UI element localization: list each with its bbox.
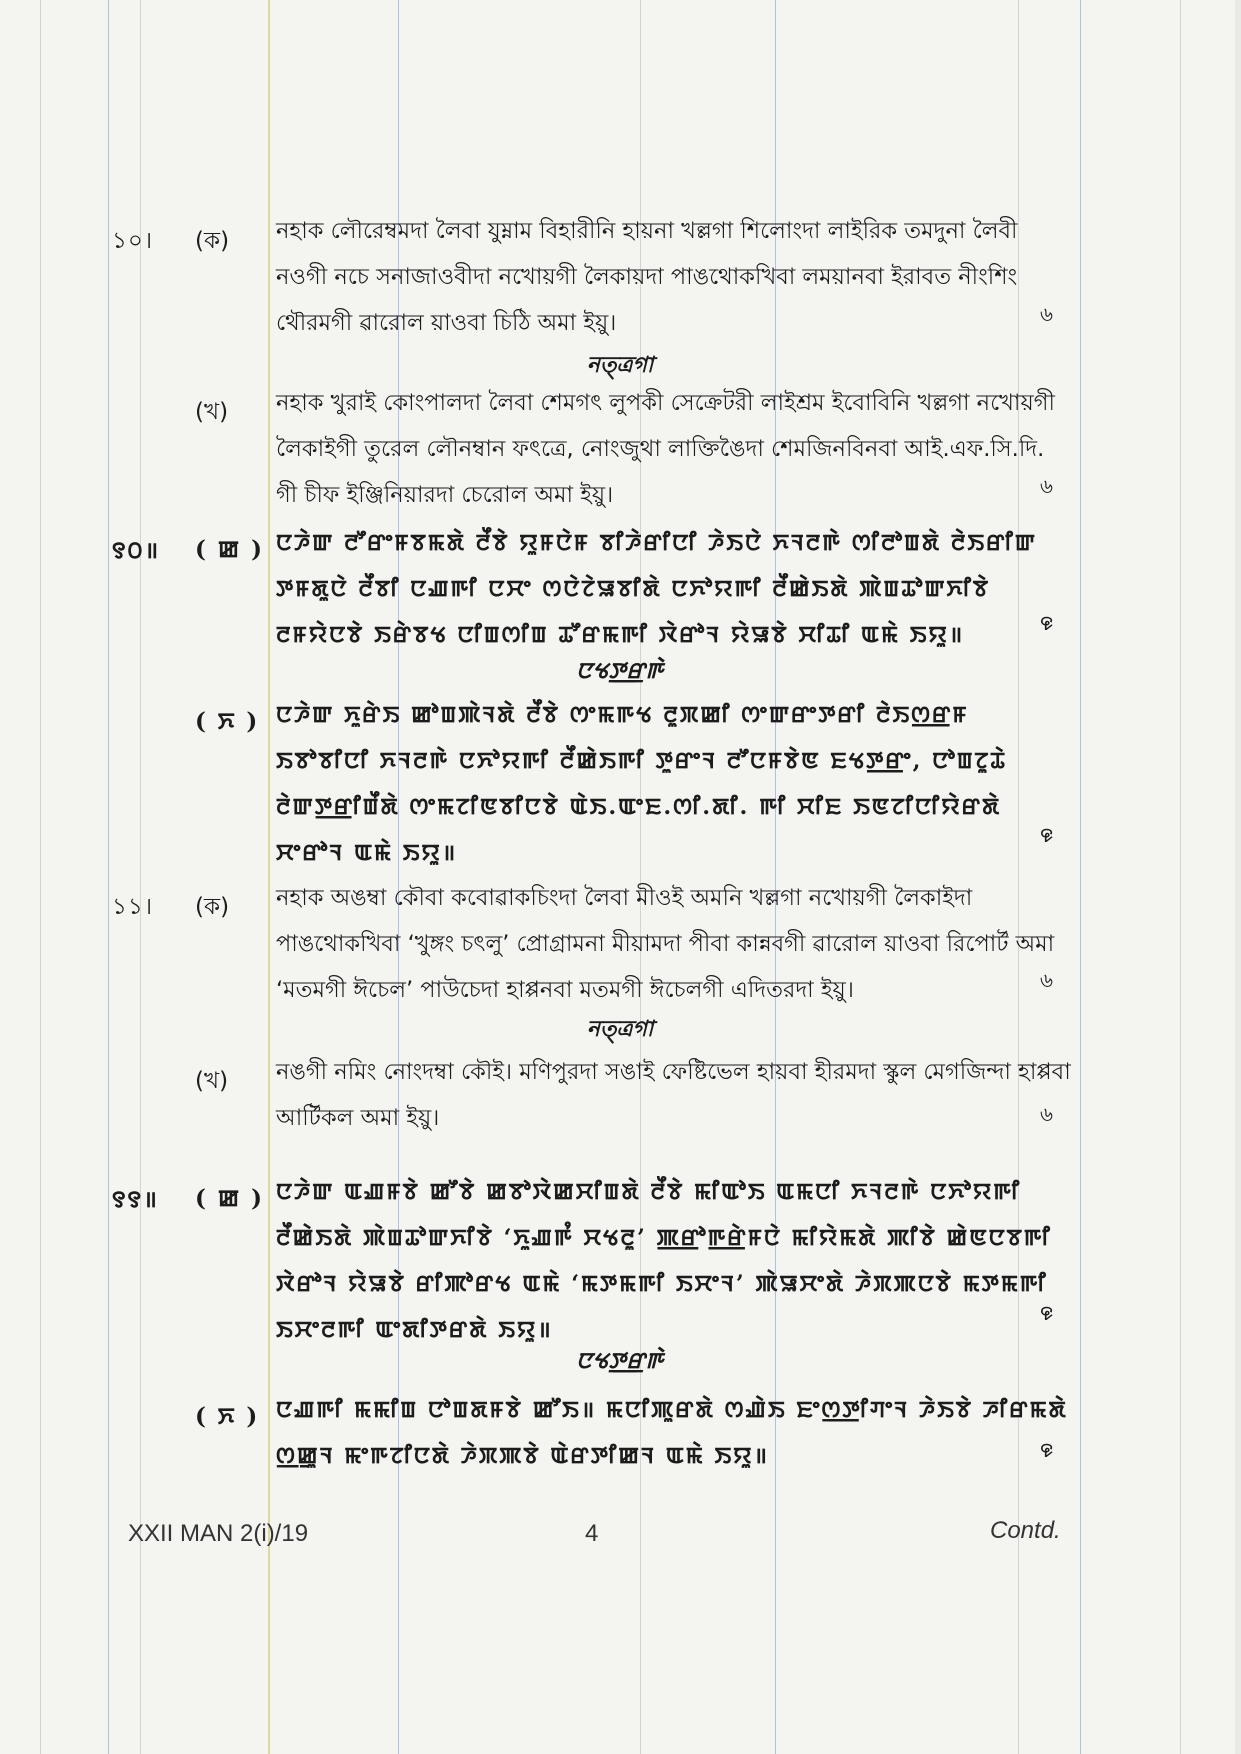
question-text: নহাক অঙম্বা কৌবা কবোৱাকচিংদা লৈবা মীওই অমনি খল্লগা নখোয়গী লৈকাইদা পাঙথোকখিবা ‘খুঙ্গং চৎলু’ প্রোগ্রামনা মীয়ামদা পীবা কান্নবগী ৱারোল য়াওবা রিপোর্ট অমা ‘মতমগী ঈচেল’ পাউচেদা হাপ্পনবা মতমগী ঈচেলগী এদিতরদা ইয়ু। bbox=[276, 885, 1055, 1003]
question-text: ꯅꯍꯥꯛ ꯂꯧꯔꯦꯝꯕꯃꯗꯥ ꯂꯩꯕꯥ ꯌꯨꯝꯅꯥꯝ ꯕꯤꯍꯥꯔꯤꯅꯤ ꯍꯥꯏꯅꯥ ꯈꯜꯂꯒꯥ ꯁꯤꯂꯣꯡꯗꯥ ꯂꯥꯏꯔꯤꯛ ꯇꯝꯗꯨꯅꯥ ꯂꯩꯕꯤ ꯅꯉꯒꯤ ꯅꯆꯦ ꯁꯅꯥꯖꯥꯎꯕꯤꯗꯥ ꯅꯈꯣꯌꯒꯤ ꯂꯩꯀꯥꯏꯗꯥ ꯄꯥꯡꯊꯣꯛꯈꯤꯕꯥ ꯂꯝꯌꯥꯅꯕꯥ ꯏꯔꯥꯕꯠ ꯅꯤꯡꯁꯤꯡ ꯊꯧꯔꯃꯒꯤ ꯋꯥꯔꯣꯜ ꯌꯥꯎꯕꯥ ꯆꯤꯊꯤ ꯑꯃꯥ ꯏꯌꯨ॥ bbox=[276, 530, 1037, 648]
subquestion-label: (ক) bbox=[195, 894, 230, 920]
page-number: 4 bbox=[585, 1520, 599, 1547]
subquestion-label: ( ꯈ ) bbox=[195, 1403, 260, 1430]
marks: ꯶ bbox=[1040, 823, 1054, 847]
subquestion-label: (খ) bbox=[195, 1068, 229, 1094]
question-number: ꯱꯰॥ bbox=[112, 537, 161, 564]
scan-rule bbox=[268, 0, 270, 1754]
marks: ꯶ bbox=[1040, 611, 1054, 635]
paper-code: XXII MAN 2(i)/19 bbox=[128, 1520, 309, 1547]
question-number: ১১। bbox=[112, 894, 154, 920]
marks: ꯶ bbox=[1040, 1301, 1054, 1325]
question-text: ꯅꯍꯥꯛ ꯑꯉꯝꯕꯥ ꯀꯧꯕꯥ ꯀꯕꯣꯋꯥꯀꯆꯤꯡꯗꯥ ꯂꯩꯕꯥ ꯃꯤꯑꯣꯏ ꯑꯃꯅꯤ ꯈꯜꯂꯒꯥ ꯅꯈꯣꯌꯒꯤ ꯂꯩꯀꯥꯏꯗꯥ ꯄꯥꯡꯊꯣꯛꯈꯤꯕꯥ ‘ꯈꯨꯉꯒꯪ ꯆꯠꯂꯨ’ ꯄ꯭ꯔꯣꯒ꯭ꯔꯥꯝꯅꯥ ꯃꯤꯌꯥꯃꯗꯥ ꯄꯤꯕꯥ ꯀꯥꯟꯅꯕꯒꯤ ꯋꯥꯔꯣꯜ ꯌꯥꯎꯕꯥ ꯔꯤꯄꯣꯔꯠ ꯑꯃꯥ ‘ꯃꯇꯃꯒꯤ ꯏꯆꯦꯜ’ ꯄꯥꯎꯆꯦꯗꯥ ꯍꯥꯞꯄꯅꯕꯥ ꯃꯇꯃꯒꯤ ꯏꯆꯦꯂꯒꯤ ꯑꯦꯗꯤꯇꯔꯗꯥ ꯏꯌꯨ॥ bbox=[276, 1179, 1052, 1343]
question-text: নহাক লৌরেম্বমদা লৈবা যুম্নাম বিহারীনি হায়না খল্লগা শিলোংদা লাইরিক তমদুনা লৈবী নওগী নচে সনাজাওবীদা নখোয়গী লৈকায়দা পাঙথোকখিবা লময়ানবা ইরাবত নীংশিং থৌরমগী ৱারোল য়াওবা চিঠি অমা ইয়ু। bbox=[276, 218, 1018, 336]
question-text: ꯅꯍꯥꯛ ꯈꯨꯔꯥꯏ ꯀꯣꯡꯄꯥꯜꯗꯥ ꯂꯩꯕꯥ ꯁꯦꯃꯒꯠ ꯂꯨꯞꯀꯤ ꯁꯦꯛꯔꯦꯇꯔꯤ ꯂꯥꯏꯁ꯭ꯔꯝ ꯏꯕꯣꯕꯤꯅꯤ ꯈꯜꯂꯒꯥ ꯅꯈꯣꯌꯒꯤ ꯂꯩꯀꯥꯏꯒꯤ ꯇꯨꯔꯦꯜ ꯂꯧꯅꯝꯕꯥꯟ ꯐꯠꯇ꯭ꯔꯦ, ꯅꯣꯡꯖꯨꯊꯥ ꯂꯥꯛꯇ꯭ꯔꯤꯡꯩꯗꯥ ꯁꯦꯃꯖꯤꯟꯕꯤꯅꯕꯥ ꯑꯥꯏ.ꯑꯦꯐ.ꯁꯤ.ꯗꯤ. ꯒꯤ ꯆꯤꯐ ꯏꯟꯖꯤꯅꯤꯌꯥꯔꯗꯥ ꯆꯦꯔꯣꯜ ꯑꯃꯥ ꯏꯌꯨ॥ bbox=[276, 702, 1007, 866]
continued-note: Contd. bbox=[990, 1517, 1061, 1544]
scan-rule bbox=[140, 0, 141, 1754]
marks: ৬ bbox=[1040, 474, 1054, 498]
or-heading: ꯅꯠꯇ꯭ꯔꯒꯥ bbox=[576, 658, 664, 684]
question-text: ꯅꯉꯒꯤ ꯃꯃꯤꯡ ꯅꯣꯡꯗꯝꯕꯥ ꯀꯧꯏ॥ ꯃꯅꯤꯄꯨꯔꯗꯥ ꯁꯉꯥꯏ ꯐꯦꯁ꯭ꯇꯤꯚꯦꯜ ꯍꯥꯏꯕꯥ ꯍꯤꯔꯃꯗꯥ ꯁ꯭ꯀꯨꯜ ꯃꯦꯒꯖꯤꯅꯗꯥ ꯍꯥꯞꯄꯕꯥ ꯑꯥꯔꯇꯤꯀꯜ ꯑꯃꯥ ꯏꯌꯨ॥ bbox=[276, 1397, 1068, 1469]
question-text: নঙগী নমিং নোংদম্বা কৌই। মণিপুরদা সঙাই ফেষ্টিভেল হায়বা হীরমদা স্কুল মেগজিন্দা হাপ্পবা আর্টিকল অমা ইয়ু। bbox=[276, 1059, 1071, 1131]
scan-rule bbox=[1080, 0, 1081, 1754]
scan-rule bbox=[1180, 0, 1181, 1754]
question-text: নহাক খুরাই কোংপালদা লৈবা শেমগৎ লুপকী সেক্রেটরী লাইশ্রম ইবোবিনি খল্লগা নখোয়গী লৈকাইগী তুরেল লৌনম্বান ফৎত্রে, নোংজুথা লাক্তিঙৈদা শেমজিনবিনবা আই.এফ.সি.দি. গী চীফ ইঞ্জিনিয়ারদা চেরোল অমা ইয়ু। bbox=[276, 390, 1055, 508]
question-number: ১০। bbox=[112, 228, 154, 254]
marks: ৬ bbox=[1040, 302, 1054, 326]
marks: ৬ bbox=[1040, 1102, 1054, 1126]
question-number: ꯱꯱॥ bbox=[112, 1186, 159, 1213]
or-heading: নত্ত্রগা bbox=[586, 353, 654, 378]
subquestion-label: ( ꯈ ) bbox=[195, 708, 260, 735]
scan-rule bbox=[40, 0, 41, 1754]
subquestion-label: ( ꯀ ) bbox=[195, 536, 265, 563]
or-heading: ꯅꯠꯇ꯭ꯔꯒꯥ bbox=[576, 1348, 664, 1374]
marks: ꯶ bbox=[1040, 1438, 1054, 1462]
subquestion-label: (খ) bbox=[195, 399, 229, 425]
subquestion-label: ( ꯀ ) bbox=[195, 1185, 265, 1212]
or-heading: নত্ত্রগা bbox=[586, 1017, 654, 1042]
subquestion-label: (ক) bbox=[195, 228, 230, 254]
scan-rule bbox=[108, 0, 109, 1754]
marks: ৬ bbox=[1040, 968, 1054, 992]
